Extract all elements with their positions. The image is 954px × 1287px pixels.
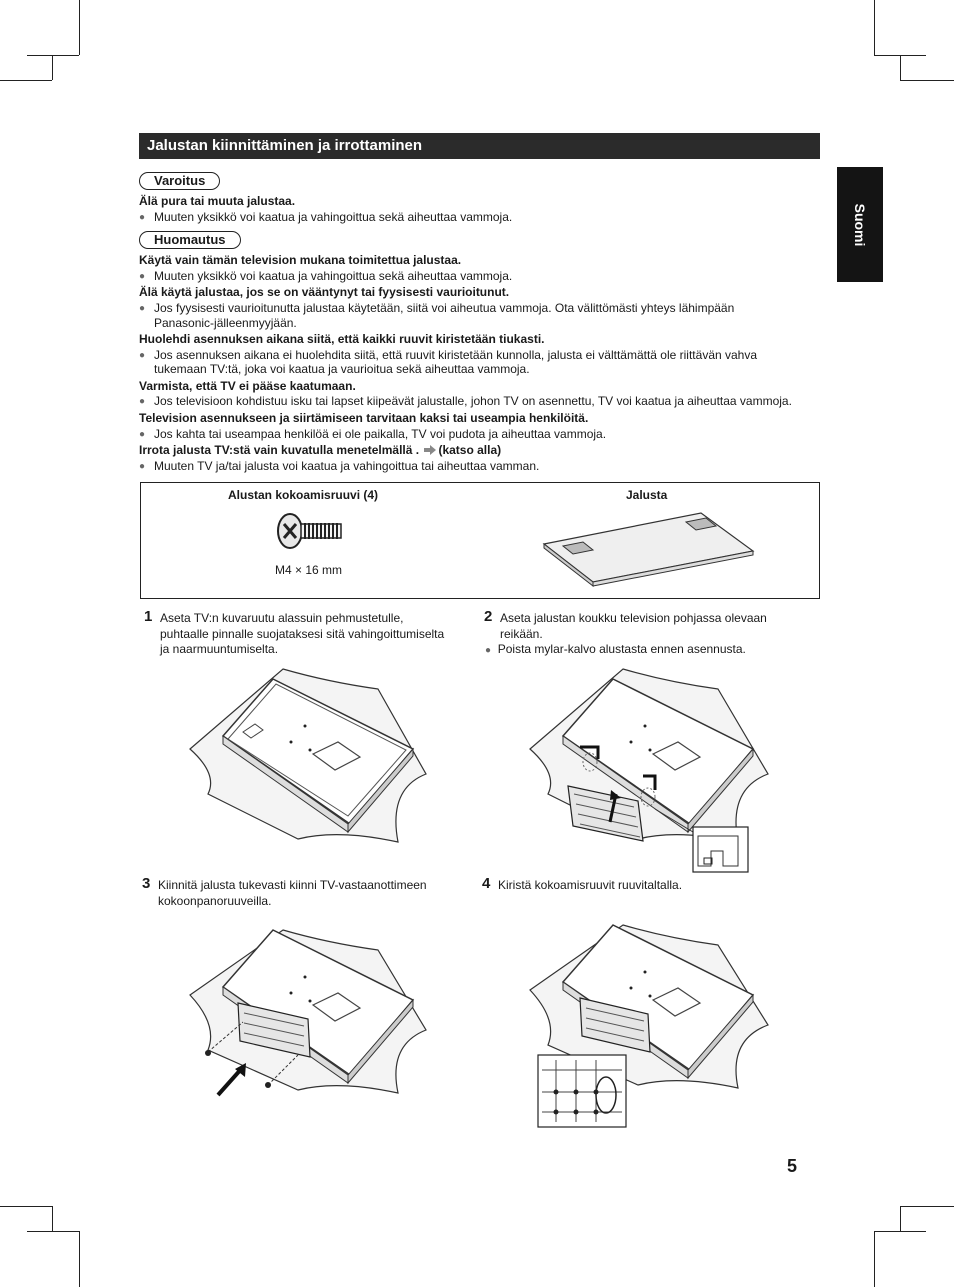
caution-heading: Käytä vain tämän television mukana toimitettua jalustaa. xyxy=(139,253,462,267)
step-text xyxy=(158,878,427,909)
step-number: 1 xyxy=(144,608,153,625)
caution-bullet-text: Jos kahta tai useampaa henkilöä ei ole paikalla, TV voi pudota ja aiheuttaa vammoja. xyxy=(154,427,607,441)
warning-label: Varoitus xyxy=(139,172,220,190)
language-tab-label: Suomi xyxy=(852,203,868,246)
step-number: 2 xyxy=(484,608,493,625)
caution-bullet-continued: Panasonic-jälleenmyyjään. xyxy=(154,316,297,330)
crop-mark xyxy=(79,1231,80,1287)
warning-bullet-text: Muuten yksikkö voi kaatua ja vahingoittua sekä aiheuttaa vammoja. xyxy=(154,210,513,224)
step-line: puhtaalle pinnalle suojataksesi sitä vahingoittumiselta xyxy=(160,626,445,641)
step-bullet-text: Poista mylar-kalvo alustasta ennen asennusta. xyxy=(497,642,746,656)
caution-bullet-continued: tukemaan TV:tä, joka voi kaatua ja vaurioitua sekä aiheuttaa vammoja. xyxy=(154,362,530,376)
crop-mark xyxy=(52,55,53,80)
bullet-dot: ● xyxy=(485,645,492,656)
step-number: 4 xyxy=(482,875,491,892)
caution-heading: Varmista, että TV ei pääse kaatumaan. xyxy=(139,379,356,393)
bullet-dot: ● xyxy=(139,350,146,361)
caution-bullet xyxy=(139,348,829,363)
bullet-dot: ● xyxy=(139,212,146,223)
stand-hook-illustration xyxy=(528,664,773,876)
caution-bullet xyxy=(139,269,829,284)
caution-heading-text: Irrota jalusta TV:stä vain kuvatulla menetelmällä . xyxy=(139,443,420,457)
bullet-dot: ● xyxy=(139,396,146,407)
step-line: Aseta jalustan koukku television pohjassa olevaan xyxy=(500,611,767,625)
step-line: Kiinnitä jalusta tukevasti kiinni TV-vastaanottimeen xyxy=(158,878,427,892)
arrow-right-icon xyxy=(424,445,436,455)
stand-illustration xyxy=(541,508,756,588)
parts-box xyxy=(140,482,820,599)
bullet-dot: ● xyxy=(139,271,146,282)
warning-bullet xyxy=(139,210,829,225)
crop-mark xyxy=(79,0,80,55)
step-line: Kiristä kokoamisruuvit ruuvitaltalla. xyxy=(498,878,683,892)
step-text xyxy=(160,611,444,658)
caution-label: Huomautus xyxy=(139,231,241,249)
step-bullet xyxy=(485,642,746,658)
crop-mark xyxy=(27,1231,79,1232)
step-line: reikään. xyxy=(500,626,543,641)
caution-heading: Television asennukseen ja siirtämiseen tarvitaan kaksi tai useampia henkilöitä. xyxy=(139,411,589,425)
warning-heading: Älä pura tai muuta jalustaa. xyxy=(139,194,296,208)
crop-mark xyxy=(874,1231,926,1232)
section-title: Jalustan kiinnittäminen ja irrottaminen xyxy=(139,133,820,159)
crop-mark xyxy=(27,55,79,56)
step-line: kokoonpanoruuveilla. xyxy=(158,893,272,908)
crop-mark xyxy=(0,80,52,81)
screw-illustration xyxy=(274,509,346,553)
bullet-dot: ● xyxy=(139,461,146,472)
screw-label: Alustan kokoamisruuvi (4) xyxy=(228,488,379,502)
stand-screws-illustration xyxy=(188,925,428,1100)
caution-bullet-text: Jos fyysisesti vaurioitunutta jalustaa käytetään, siitä voi aiheutua vammoja. Ota välittömästi yhteys lähimpään xyxy=(154,301,735,315)
step-number: 3 xyxy=(142,875,151,892)
caution-bullet xyxy=(139,301,829,316)
crop-mark xyxy=(874,0,875,55)
screw-size: M4 × 16 mm xyxy=(275,563,343,577)
caution-bullet xyxy=(139,427,829,442)
bullet-dot: ● xyxy=(139,429,146,440)
tv-on-cushion-illustration xyxy=(188,664,428,844)
page-number: 5 xyxy=(787,1156,798,1176)
crop-mark xyxy=(900,1206,901,1231)
tighten-screws-illustration xyxy=(528,920,773,1130)
caution-bullet-text: Jos asennuksen aikana ei huolehdita siitä, että ruuvit kiristetään kunnolla, jalusta ei välttämättä ole riittävän vahva xyxy=(154,348,758,362)
crop-mark xyxy=(874,1231,875,1287)
step-text xyxy=(500,611,767,642)
caution-heading: Älä käytä jalustaa, jos se on vääntynyt tai fyysisesti vaurioitunut. xyxy=(139,285,510,299)
crop-mark xyxy=(900,55,901,80)
bullet-dot: ● xyxy=(139,303,146,314)
caution-heading: Huolehdi asennuksen aikana siitä, että kaikki ruuvit kiristetään tiukasti. xyxy=(139,332,545,346)
caution-bullet xyxy=(139,459,829,474)
caution-heading xyxy=(139,443,829,458)
crop-mark xyxy=(0,1206,52,1207)
language-tab xyxy=(837,167,883,282)
step-line: ja naarmuuntumiselta. xyxy=(160,642,279,656)
step-text xyxy=(498,878,682,894)
caution-bullet-text: Jos televisioon kohdistuu isku tai lapset kiipeävät jalustalle, johon TV on asennettu, TV voi kaatua ja aiheuttaa vammoja. xyxy=(154,394,792,408)
crop-mark xyxy=(52,1206,53,1231)
stand-label: Jalusta xyxy=(626,488,668,502)
caution-bullet-text: Muuten yksikkö voi kaatua ja vahingoittua sekä aiheuttaa vammoja. xyxy=(154,269,513,283)
step-line: Aseta TV:n kuvaruutu alassuin pehmustetulle, xyxy=(160,611,404,625)
crop-mark xyxy=(900,80,954,81)
crop-mark xyxy=(900,1206,954,1207)
caution-bullet xyxy=(139,394,829,409)
caution-bullet-text: Muuten TV ja/tai jalusta voi kaatua ja vahingoittua tai aiheuttaa vamman. xyxy=(154,459,540,473)
caution-heading-suffix: (katso alla) xyxy=(438,443,502,457)
